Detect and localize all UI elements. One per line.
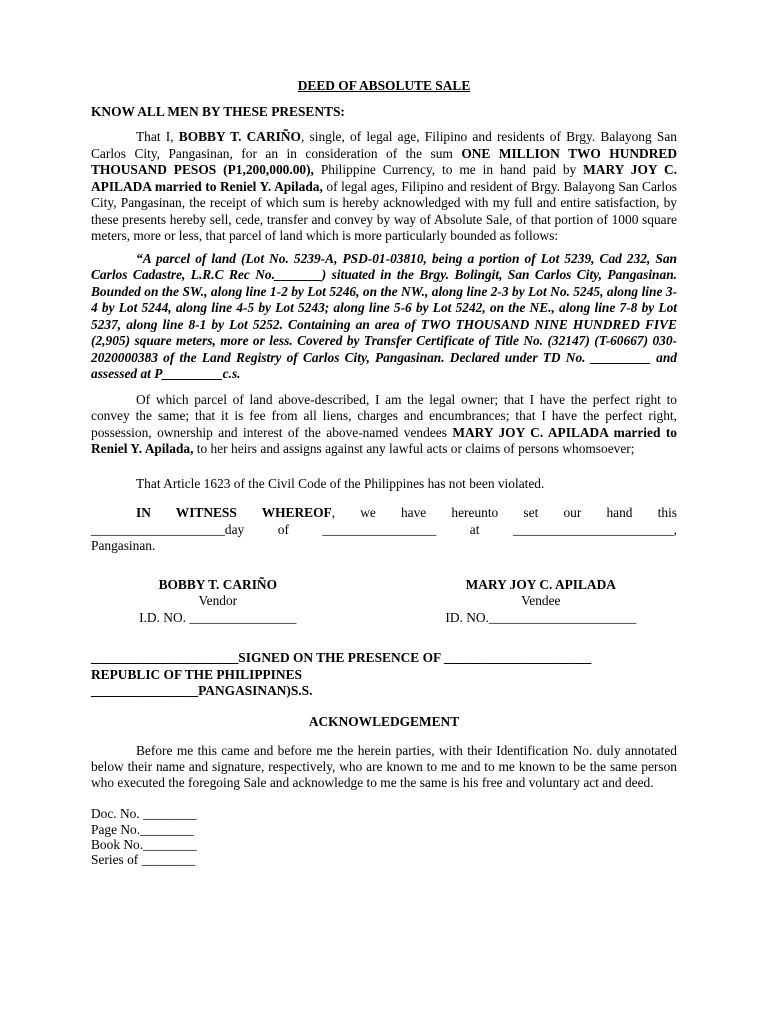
witness-line-1: [91, 505, 677, 522]
ownership-paragraph: [91, 392, 677, 458]
witness-line-2: ____________________day of _________________ at ________________________,: [91, 521, 677, 537]
witness-bold: IN WITNESS WHEREOF: [136, 505, 332, 520]
vendee-name: MARY JOY C. APILADA: [465, 576, 616, 592]
venue-line: ________________PANGASINAN)S.S.: [91, 683, 313, 698]
witness-line-3: Pangasinan.: [91, 538, 156, 553]
sale-text-c: Philippine Currency, to me in hand paid by: [313, 162, 584, 177]
vendor-name: BOBBY T. CARIÑO: [158, 576, 278, 592]
vendor-id: I.D. NO. ________________: [139, 609, 297, 625]
book-no-field: Book No.________: [91, 836, 197, 852]
vendor-role: Vendor: [198, 593, 238, 608]
vendee-signature: [405, 577, 677, 627]
parcel-description: “A parcel of land (Lot No. 5239-A, PSD-01-03810, being a portion of Lot 5239, Cad 232, San Carlos Cadastre, L.R.C Rec No._______) situated in the Brgy. Bolingit, San Carlos City, Pangasinan. Bounded on the SW., along line 1-2 by Lot 5246, on the NW., along line 2-3 by Lot No. 5245, along line 3-4 by Lot 5244, along line 4-5 by Lot 5243; along line 5-6 by Lot 5242, on the NE., along line 7-8 by Lot 5237, along line 8-1 by Lot 5252. Containing an area of TWO THOUSAND NINE HUNDRED FIVE (2,905) square meters, more or less. Covered by Transfer Certificate of Title No. (32147) (T-60667) 030-2020000383 of the Land Registry of Carlos City, Pangasinan. Declared under TD No. _________ and assessed at P_________c.s.: [91, 250, 677, 381]
document-title: DEED OF ABSOLUTE SALE: [297, 78, 471, 93]
page-no-field: Page No.________: [91, 821, 194, 837]
vendor-signature: [91, 577, 345, 627]
buyer-name: MARY JOY C. APILADA married to Reniel Y. Apilada,: [91, 162, 677, 194]
vendee-name-inline: MARY JOY C. APILADA married to Reniel Y. Apilada,: [91, 424, 678, 456]
article-paragraph: That Article 1623 of the Civil Code of the Philippines has not been violated.: [136, 475, 545, 491]
sale-paragraph: [91, 129, 677, 245]
ownership-text-a: Of which parcel of land above-described, I am the legal owner; that I have the perfect right to convey the same; that it is fee from all liens, charges and encumbrances; that I have the perfect right, possession, ownership and interest of the above-named vendees: [91, 391, 677, 440]
sale-text-d: of legal ages, Filipino and resident of Brgy. Balayong San Carlos City, Pangasinan, the receipt of which sum is hereby acknowledged with my full and entire satisfaction, by these presents hereby sell, cede, transfer and convey by way of Absolute Sale, of that portion of 1000 square meters, more or less, that parcel of land which is more particularly bounded as follows:: [91, 178, 677, 243]
sale-text-a: That I,: [136, 129, 179, 144]
witness-rest: , we have hereunto set our hand this: [331, 505, 677, 520]
doc-no-field: Doc. No. ________: [91, 806, 197, 822]
signed-presence-line: [91, 650, 677, 700]
opening-line: KNOW ALL MEN BY THESE PRESENTS:: [91, 103, 345, 119]
republic-line: REPUBLIC OF THE PHILIPPINES: [91, 666, 302, 682]
seller-name: BOBBY T. CARIÑO: [178, 129, 301, 144]
signature-block: [91, 577, 677, 627]
sale-amount: ONE MILLION TWO HUNDRED THOUSAND PESOS (P1,200,000.00),: [91, 145, 678, 177]
vendee-id: ID. NO.______________________: [445, 609, 637, 625]
ownership-text-b: to her heirs and assigns against any lawful acts or claims of persons whomsoever;: [193, 441, 635, 456]
sale-text-b: , single, of legal age, Filipino and residents of Brgy. Balayong San Carlos City, Pangasinan, for an in consideration of the sum: [91, 129, 678, 161]
acknowledgement-paragraph: Before me this came and before me the herein parties, with their Identification No. duly annotated below their name and signature, respectively, who are known to me and to me known to be the same person who executed the foregoing Sale and acknowledge to me the same is his free and voluntary act and deed.: [91, 743, 677, 790]
series-field: Series of ________: [91, 852, 196, 867]
notarial-fields: [91, 806, 677, 867]
acknowledgement-title: ACKNOWLEDGEMENT: [308, 713, 460, 729]
vendee-role: Vendee: [521, 593, 561, 608]
signed-line: ______________________SIGNED ON THE PRESENCE OF ______________________: [91, 650, 592, 665]
